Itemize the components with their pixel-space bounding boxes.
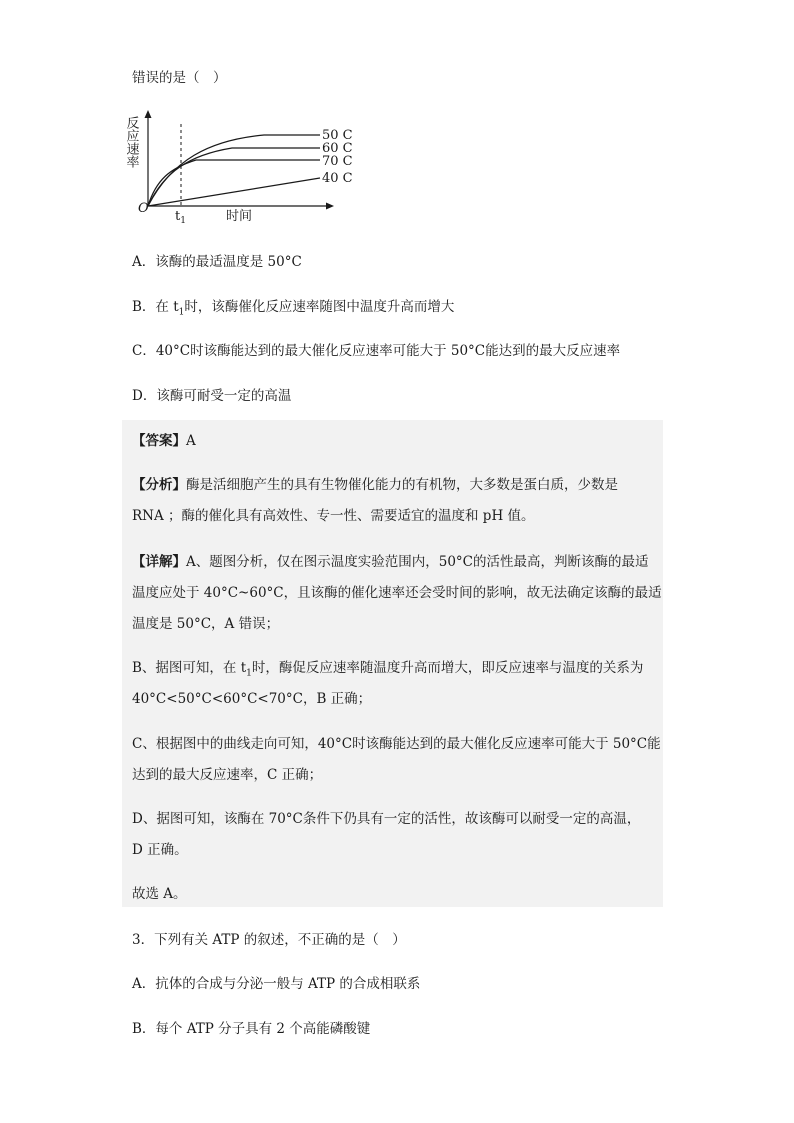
conclusion: 故选 A。 xyxy=(132,886,187,902)
answer-line xyxy=(132,429,196,449)
x-axis-label: 时间 xyxy=(226,209,253,224)
answer-tag: 【答案】 xyxy=(132,433,186,449)
y-axis-arrow xyxy=(145,110,152,118)
detail-c-line-1: C、根据图中的曲线走向可知，40°C时该酶能达到的最大催化反应速率可能大于 50°C能 xyxy=(132,736,661,752)
detail-b-suffix: 时，酶促反应速率随温度升高而增大，即反应速率与温度的关系为 xyxy=(251,660,644,676)
series-50C-curve xyxy=(148,135,320,206)
analysis-line-2: RNA ；酶的催化具有高效性、专一性、需要适宜的温度和 pH 值。 xyxy=(132,508,535,524)
detail-d-line-2: D 正确。 xyxy=(132,842,188,858)
enzyme-rate-chart xyxy=(124,110,364,228)
series-70C-curve xyxy=(148,160,320,206)
option-b-sub: 1 xyxy=(178,307,185,318)
y-axis-label: 反应速率 xyxy=(124,116,139,168)
origin-label: O xyxy=(138,201,149,216)
series-label-40C: 40 C xyxy=(322,171,353,186)
t1-label: $t_1$ xyxy=(175,209,186,226)
detail-d-line-1: D、据图可知，该酶在 70°C条件下仍具有一定的活性，故该酶可以耐受一定的高温， xyxy=(132,811,641,827)
x-axis-arrow xyxy=(326,203,334,210)
question-tail: 错误的是（ ） xyxy=(132,70,227,86)
series-label-60C: 60 C xyxy=(322,141,353,156)
question3-option-a: A．抗体的合成与分泌一般与 ATP 的合成相联系 xyxy=(132,976,421,992)
detail-a-line-1 xyxy=(132,550,649,570)
analysis-tag: 【分析】 xyxy=(132,477,186,493)
detail-tag: 【详解】 xyxy=(132,554,186,570)
option-b-prefix: B．在 t xyxy=(132,299,179,315)
analysis-line-1 xyxy=(132,473,618,493)
option-b xyxy=(132,295,454,318)
detail-a-line-2: 温度应处于 40°C~60°C，且该酶的催化速率还会受时间的影响，故无法确定该酶的最适 xyxy=(132,585,662,601)
option-d: D．该酶可耐受一定的高温 xyxy=(132,388,292,404)
detail-a-text-1: A、题图分析，仅在图示温度实验范围内，50°C的活性最高，判断该酶的最适 xyxy=(186,554,649,570)
detail-a-line-3: 温度是 50°C，A 错误； xyxy=(132,616,280,632)
detail-c-line-2: 达到的最大反应速率，C 正确； xyxy=(132,767,323,783)
detail-b-sub: 1 xyxy=(246,668,252,679)
detail-b-line-2: 40°C<50°C<60°C<70°C，B 正确； xyxy=(132,691,372,707)
option-b-suffix: 时，该酶催化反应速率随图中温度升高而增大 xyxy=(184,299,455,315)
series-60C-curve xyxy=(148,148,320,206)
question3-stem: 3．下列有关 ATP 的叙述，不正确的是（ ） xyxy=(132,932,406,948)
answer-value: A xyxy=(186,433,196,449)
series-40C-curve xyxy=(148,178,320,206)
detail-b-prefix: B、据图可知，在 t xyxy=(132,660,247,676)
question3-option-b: B．每个 ATP 分子具有 2 个高能磷酸键 xyxy=(132,1021,371,1037)
series-label-70C: 70 C xyxy=(322,154,353,169)
detail-b-line-1 xyxy=(132,656,643,679)
analysis-text-1: 酶是活细胞产生的具有生物催化能力的有机物，大多数是蛋白质，少数是 xyxy=(186,477,618,493)
option-c: C．40°C时该酶能达到的最大催化反应速率可能大于 50°C能达到的最大反应速率 xyxy=(132,343,621,359)
option-a: A．该酶的最适温度是 50°C xyxy=(132,254,302,270)
series-label-50C: 50 C xyxy=(322,128,353,143)
